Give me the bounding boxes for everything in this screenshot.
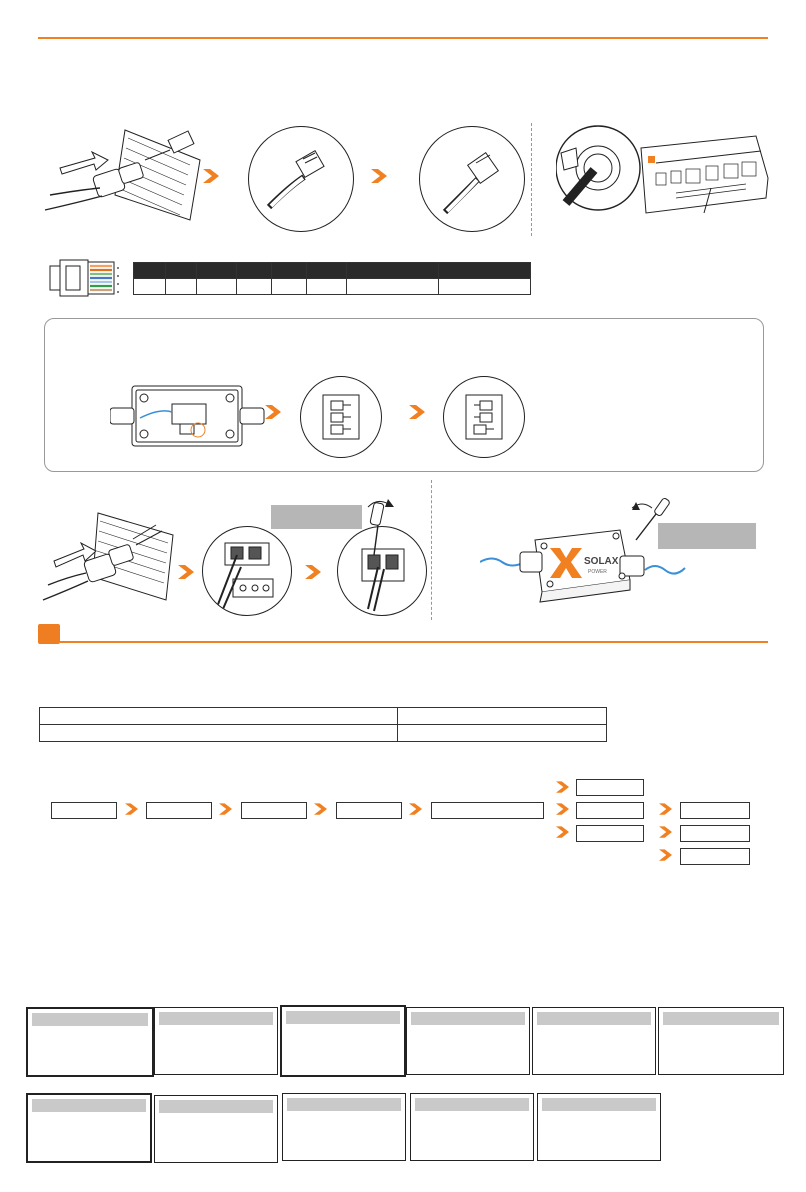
- menu-branch-a-3: [576, 825, 644, 842]
- chevron-right-icon: [203, 169, 219, 183]
- section-rule: [60, 641, 768, 643]
- chevron-right-icon: [556, 781, 569, 793]
- chevron-right-icon: [659, 826, 672, 838]
- logo-brand: SOLAX: [584, 556, 619, 567]
- dip-switch-circle-before: [300, 376, 382, 458]
- chevron-right-icon: [305, 565, 321, 579]
- menu-branch-a-2: [576, 802, 644, 819]
- lcd-title-bar: [32, 1013, 148, 1026]
- chevron-right-icon: [409, 803, 422, 815]
- menu-step-5: [431, 802, 544, 819]
- logo-sub: POWER: [588, 569, 607, 575]
- lcd-title-bar: [159, 1012, 273, 1025]
- pin-header-cell: [236, 263, 272, 279]
- info-cell: [40, 725, 398, 742]
- top-rule: [38, 37, 768, 39]
- rotate-arrow-icon: [632, 502, 640, 510]
- info-cell: [398, 725, 607, 742]
- chevron-right-icon: [178, 565, 194, 579]
- chevron-right-icon: [409, 405, 425, 419]
- menu-step-4: [336, 802, 402, 819]
- pin-cell: [439, 279, 531, 295]
- junction-box-open-illustration: [110, 378, 265, 458]
- chevron-right-icon: [265, 405, 281, 419]
- lcd-title-bar: [32, 1099, 146, 1112]
- chevron-right-icon: [556, 803, 569, 815]
- section-divider: [531, 123, 532, 236]
- lcd-title-bar: [663, 1012, 779, 1025]
- pin-header-cell: [347, 263, 439, 279]
- pin-table-header-row: [134, 263, 531, 279]
- pin-cell: [236, 279, 272, 295]
- pin-cell: [134, 279, 166, 295]
- info-table-row: [40, 725, 607, 742]
- chevron-right-icon: [219, 803, 232, 815]
- pin-cell: [165, 279, 197, 295]
- chevron-right-icon: [659, 849, 672, 861]
- dip-switch-circle-after: [443, 376, 525, 458]
- menu-branch-b-3: [680, 848, 750, 865]
- orange-square-icon: [38, 624, 60, 644]
- lcd-screen: [410, 1093, 534, 1161]
- pin-cell: [197, 279, 237, 295]
- lcd-title-bar: [286, 1011, 400, 1024]
- terminal-step-circle-1: [202, 526, 292, 616]
- pin-table-row: [134, 279, 531, 295]
- pin-header-cell: [134, 263, 166, 279]
- rj45-connector-diagram: [48, 256, 128, 300]
- pin-header-cell: [439, 263, 531, 279]
- lcd-screen: [406, 1007, 530, 1075]
- menu-step-3: [241, 802, 307, 819]
- lcd-title-bar: [542, 1098, 656, 1111]
- chevron-right-icon: [371, 169, 387, 183]
- chevron-right-icon: [314, 803, 327, 815]
- menu-step-2: [146, 802, 212, 819]
- lcd-screen: [26, 1093, 152, 1163]
- pin-header-cell: [197, 263, 237, 279]
- pin-header-cell: [306, 263, 346, 279]
- lcd-screen: [532, 1007, 656, 1075]
- cable-gland-illustration: [40, 120, 220, 230]
- lcd-screen: [154, 1007, 278, 1075]
- lcd-screen: [154, 1095, 278, 1163]
- menu-branch-a-1: [576, 779, 644, 796]
- lcd-screen: [26, 1007, 154, 1077]
- menu-branch-b-2: [680, 825, 750, 842]
- screwdriver-icon: [360, 495, 400, 557]
- pin-assignment-table: [133, 262, 531, 295]
- pin-cell: [306, 279, 346, 295]
- lcd-title-bar: [415, 1098, 529, 1111]
- lcd-title-bar: [537, 1012, 651, 1025]
- info-table-row: [40, 708, 607, 725]
- chevron-right-icon: [556, 826, 569, 838]
- cable-gland-illustration-2: [38, 505, 183, 615]
- section-divider-2: [431, 480, 432, 620]
- lcd-screen: [658, 1007, 784, 1075]
- lcd-screen: [537, 1093, 661, 1161]
- torque-label-2: [658, 523, 756, 549]
- info-table: [39, 707, 607, 742]
- torque-label: [271, 505, 362, 529]
- pin-header-cell: [165, 263, 197, 279]
- menu-branch-b-1: [680, 802, 750, 819]
- crimp-step-circle-2: [419, 126, 525, 232]
- info-cell: [40, 708, 398, 725]
- lcd-screen: [280, 1005, 406, 1077]
- lcd-title-bar: [287, 1098, 401, 1111]
- lcd-title-bar: [411, 1012, 525, 1025]
- info-cell: [398, 708, 607, 725]
- pin-cell: [272, 279, 307, 295]
- pin-header-cell: [272, 263, 307, 279]
- pin-cell: [347, 279, 439, 295]
- chevron-right-icon: [659, 803, 672, 815]
- chevron-right-icon: [125, 803, 138, 815]
- crimp-step-circle-1: [248, 126, 354, 232]
- menu-step-1: [51, 802, 117, 819]
- inverter-port-illustration: [556, 118, 771, 238]
- lcd-screen: [282, 1093, 406, 1161]
- lcd-title-bar: [159, 1100, 273, 1113]
